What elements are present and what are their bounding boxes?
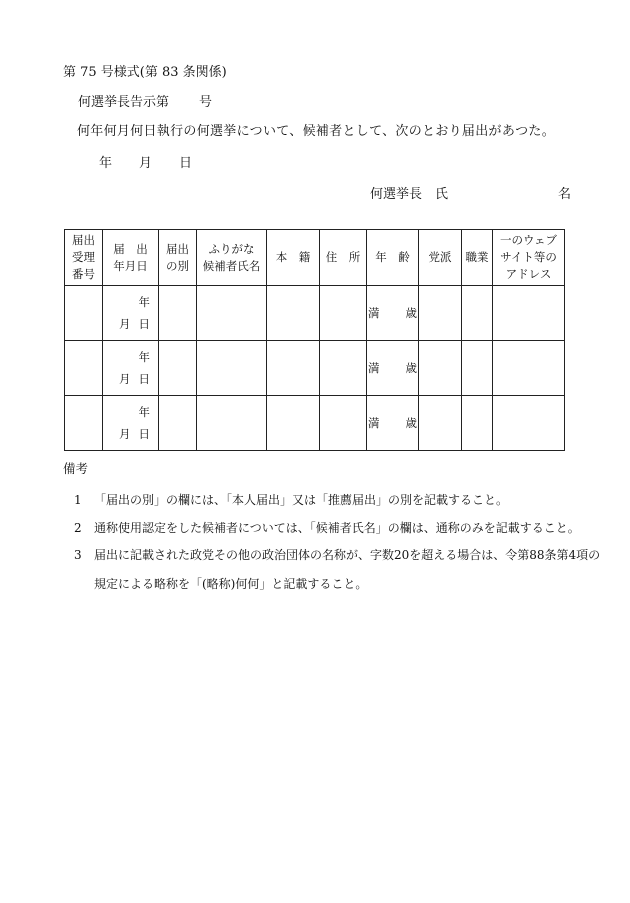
table-cell [197, 396, 267, 451]
table-cell [493, 286, 565, 341]
cell-man-label: 満 [368, 361, 380, 375]
cell-month-label: 月 [119, 427, 131, 441]
table-cell [367, 341, 419, 396]
remark-note-1 [74, 494, 508, 506]
table-cell [462, 286, 493, 341]
table-cell [65, 396, 103, 451]
remark-number: 3 [74, 548, 82, 562]
column-header: 届 出 年月日 [103, 230, 159, 286]
cell-day-label: 日 [138, 427, 150, 441]
remark-number: 2 [74, 521, 82, 535]
table-header-row [65, 230, 565, 286]
cell-man-label: 満 [368, 306, 380, 320]
date-year: 年 [99, 156, 113, 171]
table-cell [267, 286, 320, 341]
cell-month-label: 月 [119, 372, 131, 386]
notice-prefix: 何選挙長告示第 [78, 95, 170, 110]
notice-number-line [78, 96, 212, 109]
date-day: 日 [179, 156, 193, 171]
column-header: 一のウェブ サイト等の アドレス [493, 230, 565, 286]
cell-month-label: 月 [119, 317, 131, 331]
table-cell [159, 396, 197, 451]
table-cell [267, 341, 320, 396]
notification-table [64, 229, 565, 451]
cell-year-label: 年 [138, 295, 150, 309]
table-cell [197, 286, 267, 341]
table-cell [197, 341, 267, 396]
table-cell [320, 341, 367, 396]
column-header: 本 籍 [267, 230, 320, 286]
cell-day-label: 日 [138, 317, 150, 331]
table-cell [103, 341, 159, 396]
table-cell [367, 396, 419, 451]
date-month: 月 [139, 156, 153, 171]
table-cell [103, 286, 159, 341]
table-cell [419, 396, 462, 451]
remark-text: 通称使用認定をした候補者については、「候補者氏名」の欄は、通称のみを記載すること。 [94, 521, 580, 535]
column-header: 届出 の別 [159, 230, 197, 286]
cell-year-label: 年 [138, 405, 150, 419]
table-cell [419, 341, 462, 396]
column-header: 党派 [419, 230, 462, 286]
table-cell [493, 341, 565, 396]
column-header: 年 齢 [367, 230, 419, 286]
table-row [65, 396, 565, 451]
remark-note-3 [74, 549, 600, 561]
notice-suffix: 号 [199, 95, 213, 110]
column-header: ふりがな 候補者氏名 [197, 230, 267, 286]
cell-day-label: 日 [138, 372, 150, 386]
remark-text: 届出に記載された政党その他の政治団体の名称が、字数20を超える場合は、令第88条第4項の [94, 548, 601, 562]
table-cell [419, 286, 462, 341]
remark-note-2 [74, 522, 580, 534]
table-cell [159, 341, 197, 396]
cell-man-label: 満 [368, 416, 380, 430]
column-header: 職業 [462, 230, 493, 286]
remark-text: 「届出の別」の欄には、「本人届出」又は「推薦届出」の別を記載すること。 [94, 493, 509, 507]
table-cell [462, 341, 493, 396]
table-body [65, 286, 565, 451]
remarks-title: 備考 [63, 461, 89, 476]
cell-sai-label: 歳 [405, 306, 417, 320]
table-cell [320, 286, 367, 341]
signature-title: 何選挙長 氏 [370, 187, 449, 202]
remark-note-3-continuation: 規定による略称を「(略称)何何」と記載すること。 [94, 577, 368, 591]
table-cell [267, 396, 320, 451]
cell-sai-label: 歳 [405, 416, 417, 430]
column-header: 住 所 [320, 230, 367, 286]
table-row [65, 341, 565, 396]
table-cell [103, 396, 159, 451]
cell-sai-label: 歳 [405, 361, 417, 375]
table-cell [65, 286, 103, 341]
table-row [65, 286, 565, 341]
table-cell [65, 341, 103, 396]
cell-year-label: 年 [138, 350, 150, 364]
notice-body-text: 何年何月何日執行の何選挙について、候補者として、次のとおり届出があつた。 [77, 124, 556, 139]
signature-name: 名 [558, 187, 572, 202]
column-header: 届出 受理 番号 [65, 230, 103, 286]
remark-number: 1 [74, 493, 82, 507]
table-cell [159, 286, 197, 341]
table-cell [320, 396, 367, 451]
table-cell [367, 286, 419, 341]
table-cell [493, 396, 565, 451]
table-cell [462, 396, 493, 451]
form-title: 第 75 号様式(第 83 条関係) [63, 65, 227, 80]
